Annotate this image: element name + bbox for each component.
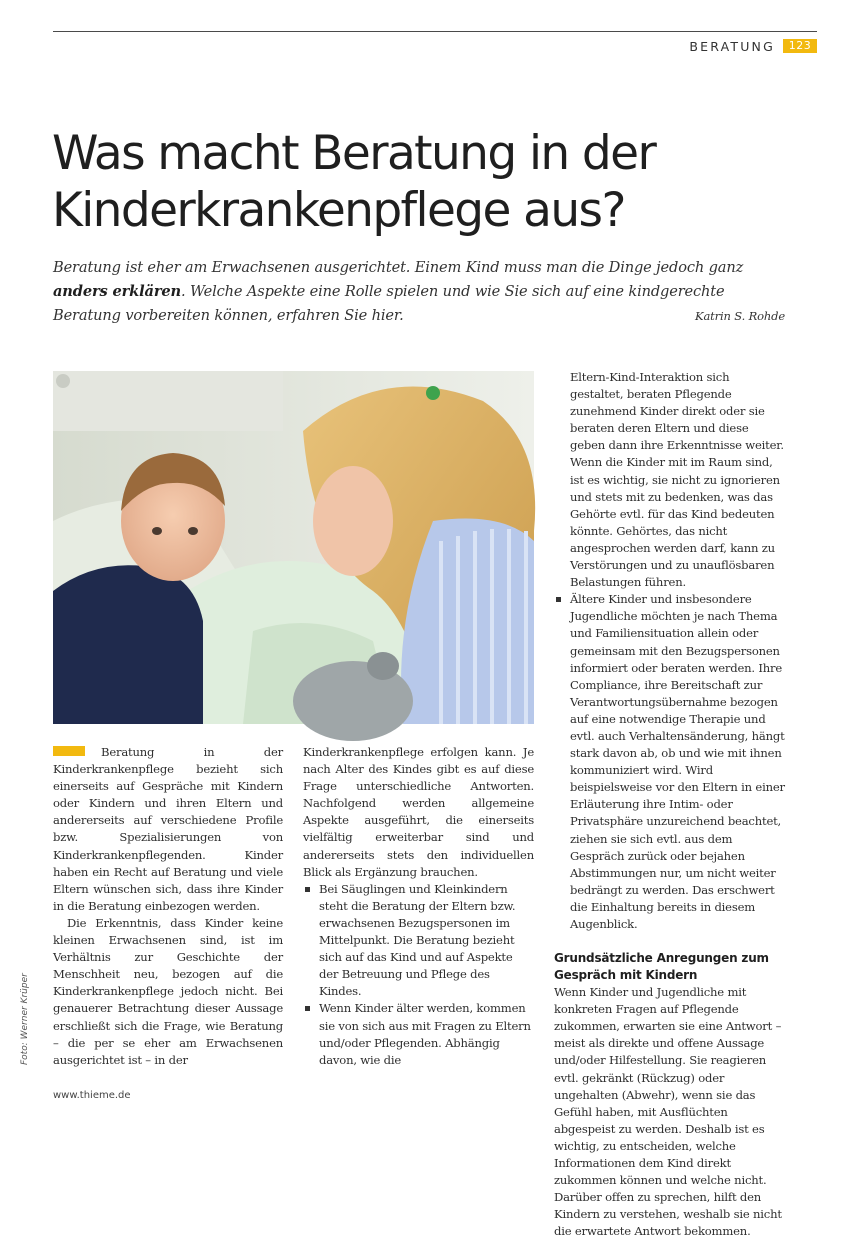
bullet-item: Ältere Kinder und insbesondere Jugendliche möchten je nach Thema und Familiensituation allein oder gemeinsam mit den Bezugspersonen informiert oder beraten werden. Ihre Compliance, ihre Bereitschaft zur Verantwortungsübernahme bezogen auf eine notwendige Therapie und evtl. auch Verhaltensänderung, hängt stark davon ab, ob und wie mit ihnen kommuniziert wird. Wird beispielsweise vor den Eltern in einer Erläuterung ihre Intim- oder Privatsphäre unzureichend beachtet, ziehen sie sich evtl. aus dem Gespräch zurück oder bejahen Abstimmungen nur, um nicht weiter bedrängt zu werden. Das erschwert die Einhaltung bereits in diesem Augenblick. [554,591,785,933]
section-label: BERATUNG [689,39,775,54]
footer-url: www.thieme.de [53,1090,131,1101]
bullet-item: Bei Säuglingen und Kleinkindern steht die Beratung der Eltern bzw. erwachsenen Bezugspersonen im Mittelpunkt. Die Beratung bezieht sich auf das Kind und auf Aspekte der Betreuung und Pflege des Kindes. [303,881,534,1001]
header-rule [53,31,817,32]
photo-credit: Foto: Werner Krüper [20,973,30,1065]
bullet-item: Wenn Kinder älter werden, kommen sie von sich aus mit Fragen zu Eltern und/oder Pflegenden. Abhängig davon, wie die [303,1000,534,1068]
article-photo [53,371,534,724]
lead-emphasis: anders erklären [53,283,181,300]
bullet-continued: Eltern-Kind-Interaktion sich gestaltet, beraten Pflegende zunehmend Kinder direkt oder sie beraten deren Eltern und diese geben dann ihre Erkenntnisse weiter. Wenn die Kinder mit im Raum sind, ist es wichtig, sie nicht zu ignorieren und stets mit zu bedenken, was das Gehörte evtl. für das Kind bedeuten könnte. Gehörtes, das nicht angesprochen werden darf, kann zu Verstörungen und zu unauflösbaren Belastungen führen. [570,370,784,590]
article-lead [53,256,785,328]
photo-illustration [53,371,534,724]
text-column-2 [303,744,534,1069]
paragraph: Wenn Kinder und Jugendliche mit konkreten Fragen auf Pflegende zukommen, erwarten sie eine Antwort – meist als direkte und offene Aussage und/oder Hilfestellung. Sie reagieren evtl. gekränkt (Rückzug) oder ungehalten (Abwehr), wenn sie das Gefühl haben, mit Ausflüchten abgespeist zu werden. Deshalb ist es wichtig, zu entscheiden, welche Informationen dem Kind direkt zukommen können und welche nicht. Darüber offen zu sprechen, hilft den Kindern zu verstehen, weshalb sie nicht die erwartete Antwort bekommen. [554,985,782,1239]
text-column-1 [53,744,283,1069]
bullet-list [554,591,785,933]
accent-bar [53,746,85,756]
lead-text-2: . Welche Aspekte eine Rolle spielen und wie Sie sich auf eine kindgerechte Beratung vorbereiten können, erfahren Sie hier. [53,283,725,324]
subheading: Grundsätzliche Anregungen zum Gespräch mit Kindern [554,951,769,983]
bullet-list [303,881,534,1069]
paragraph: Die Erkenntnis, dass Kinder keine kleinen Erwachsenen sind, ist im Verhältnis zur Geschichte der Menschheit neu, bezogen auf die Kinderkrankenpflege jedoch nicht. Bei genauerer Betrachtung dieser Aussage erschließt sich die Frage, wie Beratung – die per se eher am Erwachsenen ausgerichtet ist – in der [53,915,283,1067]
page-number-badge: 123 [783,39,817,53]
paragraph [53,744,283,915]
text-column-3 [554,369,785,1241]
article-title: Was macht Beratung in der Kinderkrankenpflege aus? [52,126,656,238]
paragraph-continued: Kinderkrankenpflege erfolgen kann. Je nach Alter des Kindes gibt es auf diese Frage unterschiedliche Antworten. Nachfolgend werden allgemeine Aspekte ausgeführt, die einerseits vielfältig erweiterbar sind und andererseits stets den individuellen Blick als Ergänzung brauchen. [303,745,534,879]
author-name: Katrin S. Rohde [695,309,785,323]
lead-text-1: Beratung ist eher am Erwachsenen ausgerichtet. Einem Kind muss man die Dinge jedoch ganz [53,259,744,276]
paragraph-text: Beratung in der Kinderkrankenpflege bezieht sich einerseits auf Gespräche mit Kindern oder Kindern und ihren Eltern und andererseits auf verschiedene Profile bzw. Spezialisierungen von Kinderkrankenpflegenden. Kinder haben ein Recht auf Beratung und viele Eltern wünschen sich, dass ihre Kinder in die Beratung einbezogen werden. [53,745,283,913]
